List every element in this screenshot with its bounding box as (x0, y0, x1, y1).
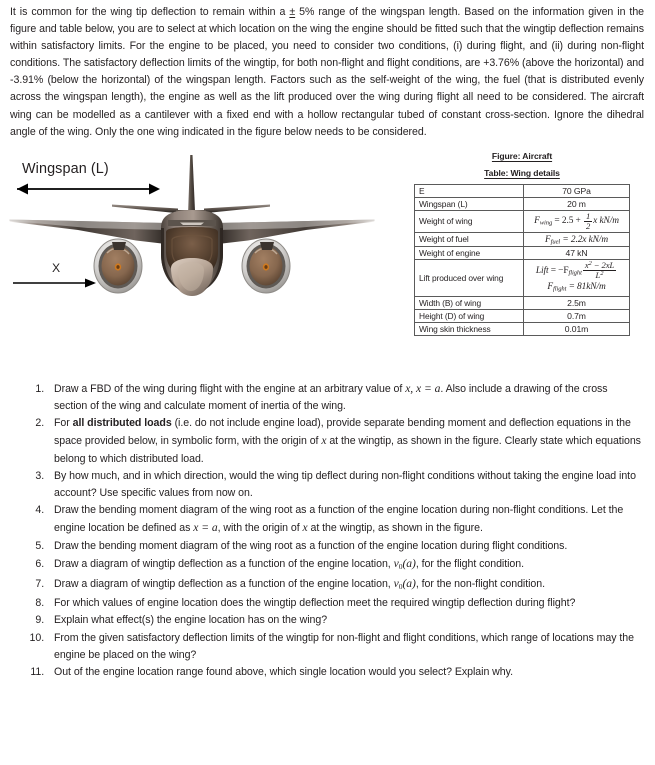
list-item (47, 664, 643, 681)
list-item (47, 575, 643, 595)
row-value-formula-fuel: $F_{fuel} = 2.2x$ kN/m (524, 232, 630, 246)
math-variable: v0(a) (393, 576, 416, 591)
row-value: 0.7m (524, 309, 630, 322)
intro-paragraph (8, 4, 647, 141)
row-label: Height (D) of wing (415, 309, 524, 322)
table-row (415, 247, 630, 260)
row-value: 70 GPa (524, 184, 630, 197)
row-label: Weight of engine (415, 247, 524, 260)
row-value-formula-lift: Lift = $-F_{flight}$ $\frac{x^2 - 2xL}{L^2}$ $F_{flight} = 81kN/m$ (524, 260, 630, 297)
math-variable: x (321, 434, 327, 448)
figure-table-band (8, 150, 647, 356)
list-item (47, 538, 643, 555)
question-text: Draw the bending moment diagram of the wing root as a function of the engine location during flight conditions. (54, 539, 568, 552)
figure-caption: Figure: Aircraft (491, 150, 553, 161)
row-label: E (415, 184, 524, 197)
list-item (47, 612, 643, 629)
row-label: Weight of fuel (415, 232, 524, 246)
intro-text-a: It is common for the wing tip deflection to remain within a (10, 6, 290, 18)
stabilizer-right (204, 204, 270, 213)
list-item (47, 468, 643, 502)
question-text: For all distributed loads (i.e. do not include engine load), provide separate bending moment and deflection equations in the space provided below, in symbolic form, with the origin of x at the wingtip, as shown in the figure. Clearly state which equations belong to which distributed load. (54, 417, 641, 465)
row-value: 47 kN (524, 247, 630, 260)
plus-minus-symbol: ± (289, 6, 296, 18)
row-value: 20 m (524, 197, 630, 210)
row-label: Width (B) of wing (415, 296, 524, 309)
question-list (8, 380, 647, 681)
x-dimension-label: X (52, 260, 61, 275)
question-text: From the given satisfactory deflection limits of the wingtip for non-flight and flight conditions, which range of locations may the engine be placed on the wing? (54, 631, 634, 661)
list-item (47, 415, 643, 468)
row-label: Wingspan (L) (415, 197, 524, 210)
math-variable: x (302, 521, 308, 535)
table-row (415, 184, 630, 197)
row-value: 2.5m (524, 296, 630, 309)
stabilizer-left (112, 204, 178, 213)
math-variable: x, (405, 381, 414, 395)
cockpit-window (180, 222, 204, 225)
question-text: For which values of engine location does the wingtip deflection meet the required wingtip deflection during flight? (54, 597, 576, 610)
question-text: Draw a FBD of the wing during flight with the engine at an arbitrary value of x, x = a. Also include a drawing of the cross section of the wing and calculate moment of inertia of the wing. (54, 381, 608, 412)
aircraft-figure (8, 150, 404, 326)
table-row (415, 322, 630, 335)
table-row (415, 296, 630, 309)
question-text: Out of the engine location range found above, which single location would you select? Explain why. (54, 665, 513, 678)
math-variable: v0(a) (393, 556, 416, 571)
row-label: Lift produced over wing (415, 260, 524, 297)
row-label: Weight of wing (415, 210, 524, 232)
list-item (47, 595, 643, 612)
intro-text-b: 5% range of the wingspan length. Based on the information given in the figure and table below, you are to select at which location on the wing the engine should be fitted such that the wingtip deflection remains within satisfactory limits. For the engine to be placed, you need to consider two conditions, (i) during flight, and (ii) during non-flight conditions. The satisfactory deflection limits of the wingtip, for both non-flight and flight conditions, are +3.76% (above the horizontal) and -3.91% (below the horizontal) of the wingspan length. Factors such as the self-weight of the wing, the fuel (that is distributed evenly across the wingspan length), the engine as well as the lift produced over the wing during flight all need to be considered. The aircraft wing can be modelled as a cantilever with a fixed end with a hollow rectangular tubed of constant cross-section. Ignore the dihedral angle of the wing. Only the one wing indicated in the figure below needs to be considered. (10, 6, 644, 138)
math-variable: x = a (193, 521, 218, 535)
list-item (47, 502, 643, 537)
table-row (415, 309, 630, 322)
list-item (47, 630, 643, 664)
math-variable: x = a (416, 381, 441, 395)
question-text: Draw the bending moment diagram of the wing root as a function of the engine location during non-flight conditions. Let the engine location be defined as x = a, with the origin of x at the wingtip, as shown in the figure. (54, 504, 624, 535)
list-item (47, 380, 643, 415)
question-text: Explain what effect(s) the engine location has on the wing? (54, 614, 328, 627)
pylon-left (112, 242, 126, 250)
row-label: Wing skin thickness (415, 322, 524, 335)
question-text: Draw a diagram of wingtip deflection as a function of the engine location, v0(a), for the flight condition. (54, 556, 524, 571)
table-row (415, 197, 630, 210)
table-row (415, 210, 630, 232)
emphasis-text: all distributed loads (72, 417, 172, 430)
table-caption: Table: Wing details (484, 167, 560, 178)
question-text: By how much, and in which direction, would the wing tip deflect during non-flight conditions without taking the engine load into account? Use specific values from now on. (54, 469, 636, 499)
row-value-formula-wing: $F_{wing} = 2.5$ + $\frac{1}{2}$ x kN/m (524, 210, 630, 232)
question-text: Draw a diagram of wingtip deflection as a function of the engine location, v0(a), for the non-flight condition. (54, 576, 545, 591)
wingspan-dimension-label: Wingspan (L) (22, 160, 109, 177)
list-item (47, 555, 643, 575)
row-value: 0.01m (524, 322, 630, 335)
pylon-right (260, 242, 274, 250)
x-arrow (13, 278, 96, 287)
table-row (415, 260, 630, 297)
wing-details-table (414, 184, 630, 336)
wingspan-arrow (17, 183, 160, 194)
table-row (415, 232, 630, 246)
